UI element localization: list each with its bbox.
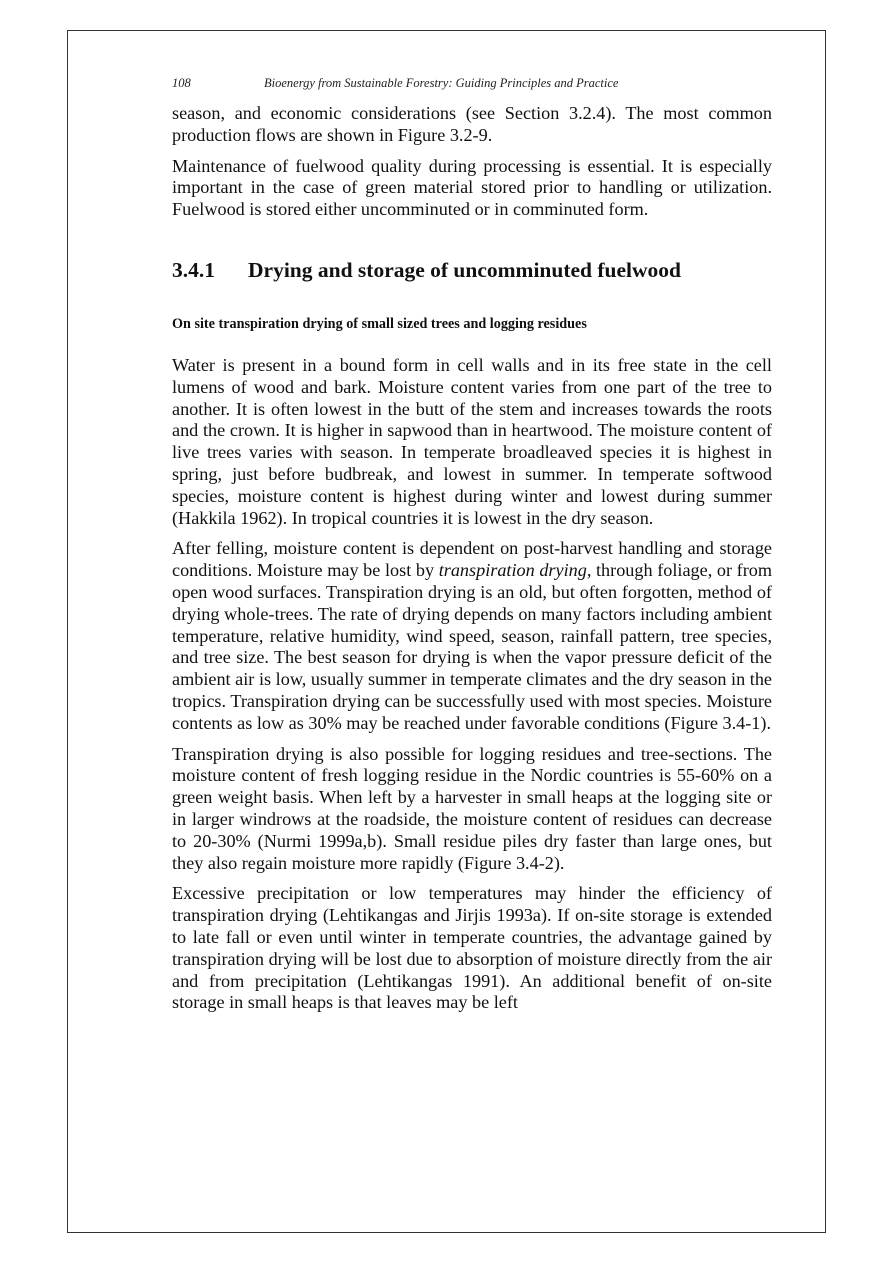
page-number: 108: [172, 76, 191, 90]
section-title: Drying and storage of uncomminuted fuelwood: [248, 257, 682, 282]
subsection-heading: On site transpiration drying of small sized trees and logging residues: [172, 315, 587, 332]
book-title: Bioenergy from Sustainable Forestry: Guiding Principles and Practice: [264, 76, 619, 90]
intro-paragraph-1: season, and economic considerations (see Section 3.2.4). The most common production flows are shown in Figure 3.2-9.: [172, 103, 772, 145]
body-paragraph-2: [172, 538, 772, 734]
running-header: [172, 76, 772, 91]
page-content: [172, 103, 772, 1023]
p2-text-before: After felling, moisture content is dependent on post-harvest handling and storage conditions. Moisture may be lost by: [172, 538, 772, 581]
body-paragraph-3: Transpiration drying is also possible for logging residues and tree-sections. The moisture content of fresh logging residue in the Nordic countries is 55-60% on a green weight basis. When left by a harvester in small heaps at the logging site or in larger windrows at the roadside, the moisture content of residues can decrease to 20-30% (Nurmi 1999a,b). Small residue piles dry faster than large ones, but they also regain moisture more rapidly (Figure 3.4-2).: [172, 743, 772, 873]
body-paragraph-1: Water is present in a bound form in cell walls and in its free state in the cell lumens of wood and bark. Moisture content varies from one part of the tree to another. It is often lowest in the butt of the stem and increases towards the roots and the crown. It is higher in sapwood than in heartwood. The moisture content of live trees varies with season. In temperate broadleaved species it is highest in spring, just before budbreak, and lowest in summer. In temperate softwood species, moisture content is highest during winter and lowest during summer (Hakkila 1962). In tropical countries it is lowest in the dry season.: [172, 354, 772, 528]
section-heading: [172, 257, 772, 283]
p2-text-after: through foliage, or from open wood surfaces. Transpiration drying is an old, but often forgotten, method of drying whole-trees. The rate of drying depends on many factors including ambient temperature, relative humidity, wind speed, season, rainfall pattern, tree species, and tree size. The best season for drying is when the vapor pressure deficit of the ambient air is low, usually summer in temperate climates and the dry season in the tropics. Transpiration drying can be successfully used with most species. Moisture contents as low as 30% may be reached under favorable conditions (Figure 3.4-1).: [172, 560, 772, 733]
body-paragraph-4: Excessive precipitation or low temperatures may hinder the efficiency of transpiration drying (Lehtikangas and Jirjis 1993a). If on-site storage is extended to late fall or even until winter in temperate countries, the advantage gained by transpiration drying will be lost due to absorption of moisture directly from the air and from precipitation (Lehtikangas 1991). An additional benefit of on-site storage in small heaps is that leaves may be left: [172, 883, 772, 1013]
intro-paragraph-2: Maintenance of fuelwood quality during processing is essential. It is especially important in the case of green material stored prior to handling or utilization. Fuelwood is stored either uncomminuted or in comminuted form.: [172, 155, 772, 220]
section-number: 3.4.1: [172, 257, 215, 282]
p2-emphasis: transpiration drying,: [438, 560, 592, 581]
